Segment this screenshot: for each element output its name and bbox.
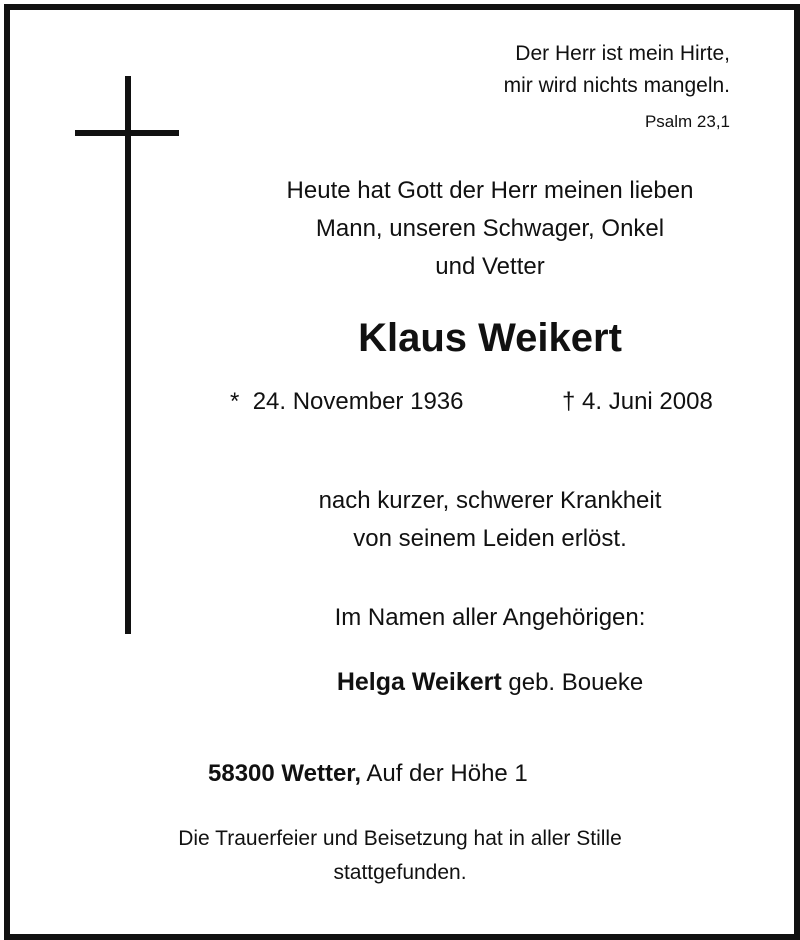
widow-line <box>180 668 800 697</box>
cross-horizontal-bar <box>75 130 179 136</box>
birth-date-group <box>230 388 463 416</box>
widow-name: Helga Weikert <box>336 668 502 696</box>
intro-line-1: Heute hat Gott der Herr meinen lieben <box>286 177 694 204</box>
sickness-line-2: von seinem Leiden erlöst. <box>353 525 627 552</box>
relatives-intro: Im Namen aller Angehörigen: <box>334 604 646 631</box>
funeral-note <box>60 822 740 890</box>
cross-vertical-bar <box>125 76 131 634</box>
death-symbol: † <box>562 388 576 415</box>
sickness-text <box>180 482 800 558</box>
death-date: 4. Juni 2008 <box>582 388 713 415</box>
deceased-name: Klaus Weikert <box>358 316 622 360</box>
birth-date: 24. November 1936 <box>252 388 464 415</box>
psalm-reference: Psalm 23,1 <box>644 112 730 131</box>
widow-maiden-name: geb. Boueke <box>508 669 644 696</box>
funeral-line-1: Die Trauerfeier und Beisetzung hat in aller Stille <box>178 827 622 850</box>
address-city: 58300 Wetter, <box>208 760 361 787</box>
notice-frame <box>4 4 800 940</box>
address-street: Auf der Höhe 1 <box>366 760 528 787</box>
psalm-line-1: Der Herr ist mein Hirte, <box>515 42 730 65</box>
intro-line-3: und Vetter <box>435 253 545 280</box>
funeral-line-2: stattgefunden. <box>333 861 467 884</box>
intro-line-2: Mann, unseren Schwager, Onkel <box>315 215 665 242</box>
intro-text <box>180 172 800 286</box>
birth-symbol: * <box>230 388 240 415</box>
sickness-line-1: nach kurzer, schwerer Krankheit <box>318 487 662 514</box>
psalm-line-2: mir wird nichts mangeln. <box>503 74 730 97</box>
psalm-quote <box>504 38 730 102</box>
address <box>208 760 528 788</box>
death-date-group <box>562 388 713 416</box>
